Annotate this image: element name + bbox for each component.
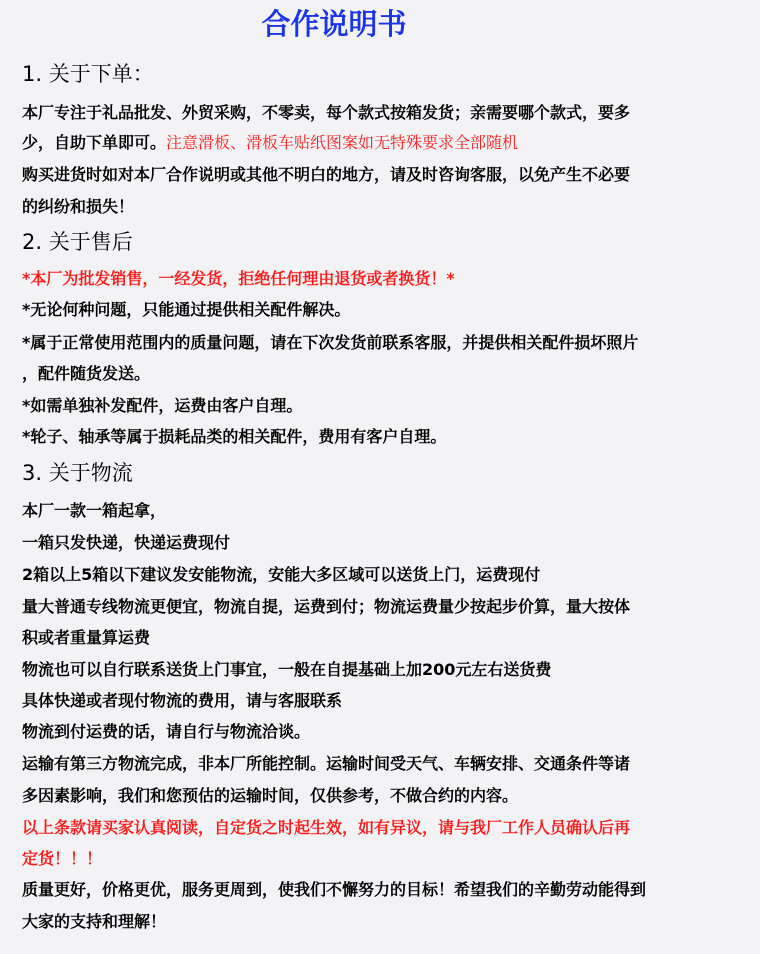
logistics-line-1: 本厂一款一箱起拿， — [22, 501, 167, 520]
section-heading-aftersales: 2. 关于售后 — [22, 230, 133, 254]
ordering-line-3: 购买进货时如对本厂合作说明或其他不明白的地方，请及时咨询客服，以免产生不必要 — [22, 165, 631, 184]
terms-warning-line-2: 定货！！！ — [22, 849, 103, 868]
logistics-line-5: 积或者重量算运费 — [22, 628, 151, 647]
closing-line-1: 质量更好，价格更优，服务更周到，使我们不懈努力的目标！希望我们的辛勤劳动能得到 — [22, 880, 647, 899]
aftersales-no-return-warning: *本厂为批发销售，一经发货，拒绝任何理由退货或者换货！* — [22, 269, 455, 288]
logistics-line-3: 2箱以上5箱以下建议发安能物流，安能大多区域可以送货上门，运费现付 — [22, 565, 541, 584]
logistics-line-6: 物流也可以自行联系送货上门事宜，一般在自提基础上加200元左右送货费 — [22, 660, 552, 679]
ordering-line-1: 本厂专注于礼品批发、外贸采购，不零卖，每个款式按箱发货；亲需要哪个款式，要多 — [22, 103, 631, 122]
ordering-sticker-note: 注意滑板、滑板车贴纸图案如无特殊要求全部随机 — [166, 133, 519, 152]
section-heading-logistics: 3. 关于物流 — [22, 461, 133, 485]
logistics-line-9: 运输有第三方物流完成，非本厂所能控制。运输时间受天气、车辆安排、交通条件等诸 — [22, 754, 631, 773]
closing-line-2: 大家的支持和理解！ — [22, 912, 167, 931]
logistics-line-4: 量大普通专线物流更便宜，物流自提，运费到付；物流运费量少按起步价算，量大按体 — [22, 597, 631, 616]
aftersales-line-3: *属于正常使用范围内的质量问题，请在下次发货前联系客服，并提供相关配件损坏照片 — [22, 333, 639, 352]
ordering-line-4: 的纠纷和损失！ — [22, 197, 135, 216]
ordering-line-2-text: 少，自助下单即可。 — [22, 133, 167, 152]
section-heading-ordering: 1. 关于下单： — [22, 62, 154, 86]
logistics-line-10: 多因素影响，我们和您预估的运输时间，仅供参考，不做合约的内容。 — [22, 786, 519, 805]
aftersales-line-4: ，配件随货发送。 — [22, 364, 151, 383]
page-title: 合作说明书 — [261, 7, 407, 41]
ordering-line-2 — [22, 131, 518, 155]
aftersales-line-6: *轮子、轴承等属于损耗品类的相关配件，费用有客户自理。 — [22, 427, 447, 446]
aftersales-line-2: *无论何种问题，只能通过提供相关配件解决。 — [22, 300, 351, 319]
logistics-line-7: 具体快递或者现付物流的费用，请与客服联系 — [22, 691, 343, 710]
aftersales-line-5: *如需单独补发配件，运费由客户自理。 — [22, 396, 303, 415]
logistics-line-8: 物流到付运费的话，请自行与物流洽谈。 — [22, 722, 311, 741]
logistics-line-2: 一箱只发快递，快递运费现付 — [22, 533, 231, 552]
terms-warning-line-1: 以上条款请买家认真阅读，自定货之时起生效，如有异议，请与我厂工作人员确认后再 — [22, 818, 631, 837]
